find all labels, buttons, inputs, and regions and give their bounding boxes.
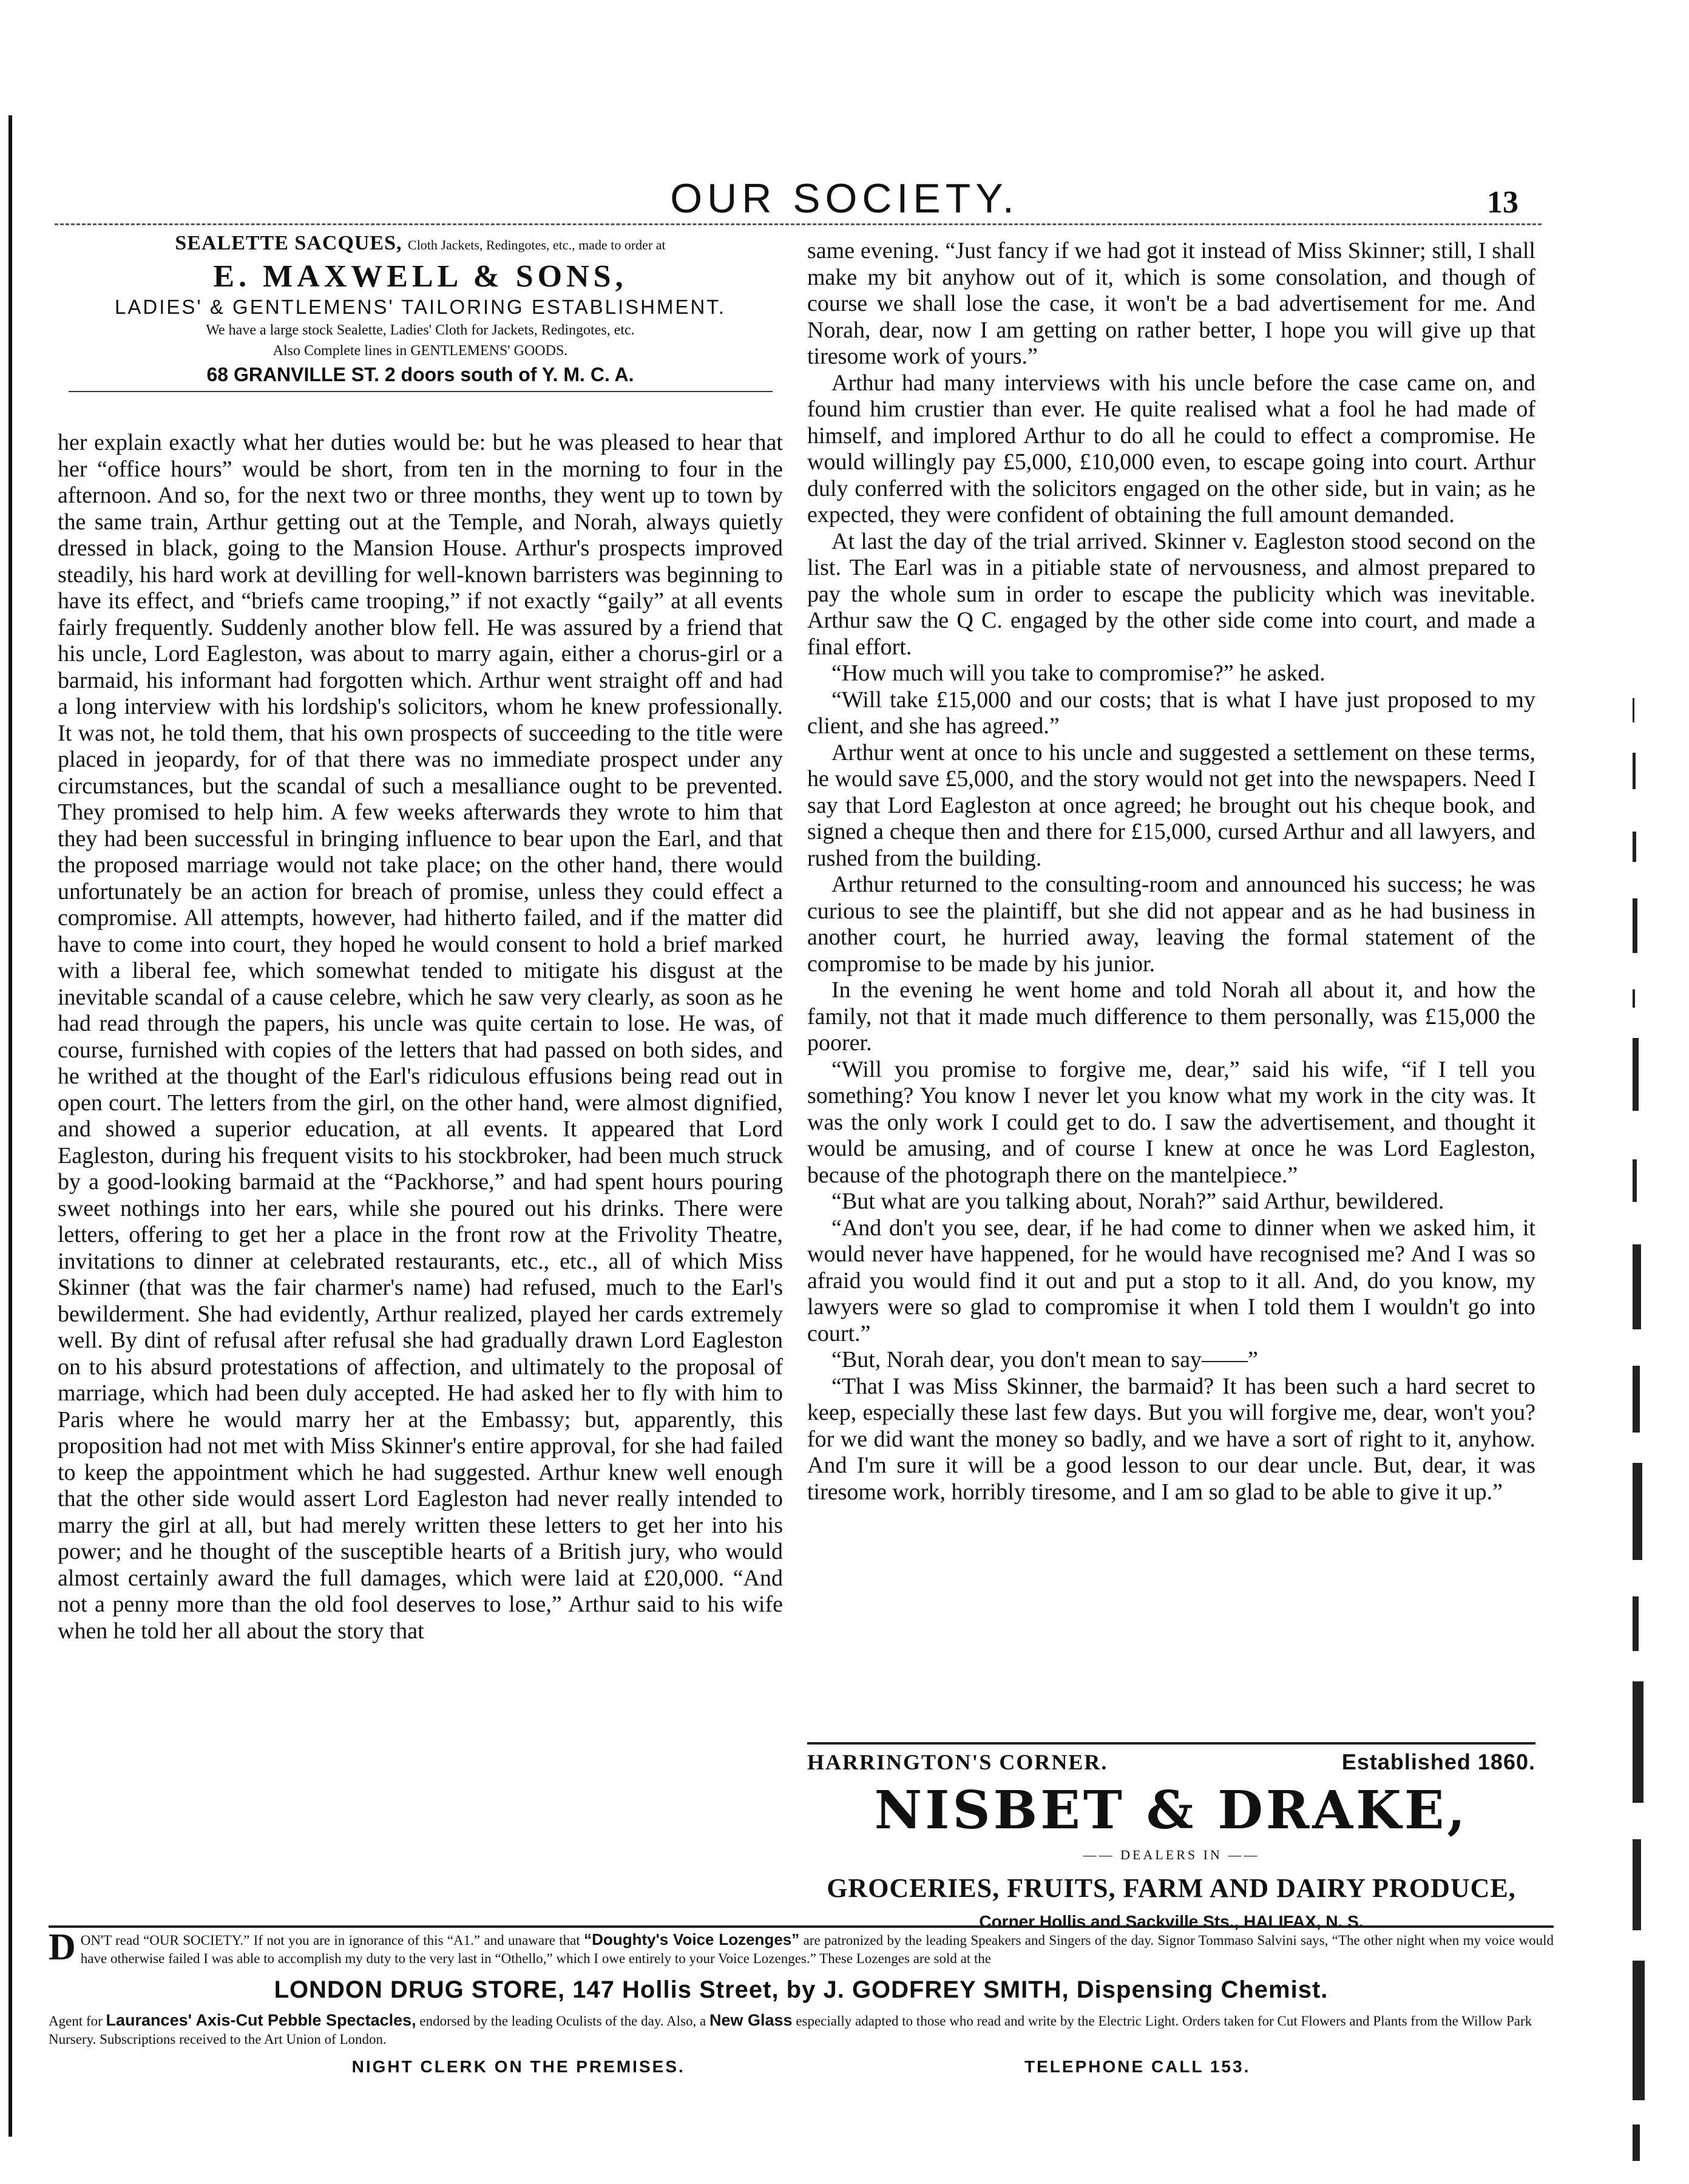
night-clerk: NIGHT CLERK ON THE PREMISES. — [351, 2057, 685, 2076]
ad-subtitle: LADIES' & GENTLEMENS' TAILORING ESTABLISHMENT. — [115, 296, 726, 318]
story-paragraph: Arthur returned to the consulting-room and announced his success; he was curious to see the plaintiff, but she did not appear and as he had business in another court, he hurried away, leaving the formal statement of the compromise to be made by his junior. — [807, 872, 1535, 977]
spec-new-glass: New Glass — [709, 2011, 793, 2029]
story-paragraph: “And don't you see, dear, if he had come to dinner when we asked him, it would never have happened, for he would have recognised me? And I was so afraid you would find it out and put a stop to it all. And, do you know, my lawyers were so glad to compromise it when I told them I wouldn't go into court.” — [807, 1215, 1535, 1346]
ad-address: 68 GRANVILLE ST. 2 doors south of Y. M. C. A. — [206, 364, 634, 385]
drug-store-line: LONDON DRUG STORE, 147 Hollis Street, by J. GODFREY SMITH, Dispensing Chemist. — [274, 1976, 1329, 2003]
story-paragraph: “But what are you talking about, Norah?” said Arthur, bewildered. — [831, 1189, 1444, 1214]
spec-text-3: especially adapted to those who read and write by the Electric Light. Orders taken for Cut Flowers and Plants from the Willow Park Nursery. Subscriptions received to the Art Union of London. — [49, 2013, 1532, 2047]
footer-advertisement — [49, 1927, 1554, 2077]
ad-headline-small: Cloth Jackets, Redingotes, etc., made to order at — [408, 237, 666, 253]
story-paragraph: her explain exactly what her duties would be: but he was pleased to hear that her “office hours” would be short, from ten in the morning to four in the afternoon. And so, for the next two or three months, they went up to town by the same train, Arthur getting out at the Temple, and Norah, always quietly dressed in black, going to the Mansion House. Arthur's prospects improved steadily, his hard work at devilling for well-known barristers was beginning to have its effect, and “briefs came trooping,” if not exactly “gaily” at all events fairly frequently. Suddenly another blow fell. He was assured by a friend that his uncle, Lord Eagleston, was about to marry again, either a chorus-girl or a barmaid, his informant had forgotten which. Arthur went straight off and had a long interview with his lordship's solicitors, whom he knew professionally. It was not, he told them, that his own prospects of succeeding to the title were placed in jeopardy, for of that there was no immediate prospect under any circumstances, but the scandal of such a mesalliance ought to be prevented. They promised to help him. A few weeks afterwards they wrote to him that they had been successful in bringing influence to bear upon the Earl, and that the proposed marriage would not take place; on the other hand, there would unfortunately be an action for breach of promise, unless they could effect a compromise. All attempts, however, had hitherto failed, and if the matter did have to come into court, they hoped he would consent to hold a brief marked with a liberal fee, which somewhat tended to mitigate his disgust at the inevitable scandal of a cause celebre, which he saw very clearly, as soon as he had read through the papers, his uncle was quite certain to lose. He was, of course, furnished with copies of the letters that had passed on both sides, and he writhed at the thought of the Earl's ridiculous effusions being read out in open court. The letters from the girl, on the other hand, were almost dignified, and showed a superior education, at all events. It appeared that Lord Eagleston, during his frequent visits to his stockbroker, had been much struck by a good-looking barmaid at the “Packhorse,” and had spent hours pouring sweet nothings into her ears, while she poured out his drinks. There were letters, offering to get her a place in the front row at the Frivolity Theatre, invitations to dinner at celebrated restaurants, etc., etc., all of which Miss Skinner (that was the fair charmer's name) had refused, much to the Earl's bewilderment. She had evidently, Arthur realized, played her cards extremely well. By dint of refusal after refusal she had gradually drawn Lord Eagleston on to his absurd protestations of affection, and ultimately to the proposal of marriage, which had been duly accepted. He had asked her to fly with him to Paris where he would marry her at the Embassy; but, apparently, this proposition had not met with Miss Skinner's entire approval, for she had failed to keep the appointment which he had suggested. Arthur knew well enough that the other side would assert Lord Eagleston had never really intended to marry the girl at all, but had merely written these letters to get her into his power; and he thought of the susceptible hearts of a British jury, who would almost certainly award the full damages, which were laid at £20,000. “And not a penny more than the old fool deserves to lose,” Arthur said to his wife when he told her all about the story that — [58, 430, 783, 1644]
ad-dealers-label: —— DEALERS IN —— — [1083, 1847, 1260, 1862]
lozenges-brand: “Doughty's Voice Lozenges” — [584, 1930, 800, 1948]
footer-rule — [49, 1925, 1554, 1928]
page-number: 13 — [1487, 185, 1518, 220]
ad-top-line — [807, 1749, 1535, 1775]
ad-stock-line-1: We have a large stock Sealette, Ladies' Cloth for Jackets, Redingotes, etc. — [206, 322, 635, 338]
page-edge-rule — [8, 115, 12, 2137]
footer-contact-line — [49, 2057, 1554, 2077]
story-paragraph: In the evening he went home and told Norah all about it, and how the family, not that it made much difference to them personally, was £15,000 the poorer. — [807, 977, 1535, 1056]
ad-firm-name: NISBET & DRAKE, — [874, 1780, 1469, 1841]
story-paragraph: Arthur had many interviews with his uncle before the case came on, and found him crustier than ever. He quite realised what a fool he had made of himself, and implored Arthur to do all he could to effect a compromise. He would willingly pay £5,000, £10,000 even, to escape going into court. Arthur duly conferred with the solicitors engaged on the other side, but in vain; as he expected, they were confident of obtaining the full amount demanded. — [807, 370, 1535, 527]
ad-address: Corner Hollis and Sackville Sts., HALIFAX, N. S. — [979, 1912, 1364, 1931]
maxwell-advertisement — [58, 232, 783, 392]
scan-edge-marks — [1633, 698, 1657, 2167]
ad-divider — [69, 391, 773, 392]
story-paragraph: same evening. “Just fancy if we had got it instead of Miss Skinner; still, I shall make my bit anyhow out of it, which is some consolation, and though of course we shall lose the case, it won't be a bad advertisement for me. And Norah, dear, now I am getting on rather better, I hope you will give up that tiresome work of yours.” — [807, 238, 1535, 369]
telephone: TELEPHONE CALL 153. — [1024, 2057, 1251, 2076]
ad-established: Established 1860. — [1341, 1749, 1535, 1774]
dropcap: D — [49, 1927, 76, 1968]
left-column-text — [58, 430, 783, 1644]
story-paragraph: At last the day of the trial arrived. Skinner v. Eagleston stood second on the list. The Earl was in a pitiable state of nervousness, and almost prepared to pay the whole sum in order to escape the publicity which was inevitable. Arthur saw the Q C. engaged by the other side come into court, and made a final effort. — [807, 528, 1535, 660]
ad-location: HARRINGTON'S CORNER. — [807, 1750, 1108, 1774]
story-paragraph: “Will you promise to forgive me, dear,” said his wife, “if I tell you something? You know I never let you know what my work in the city was. It was the only work I could get to do. I saw the advertisement, and thought it would be amusing, and of course I knew at once he was Lord Eagleston, because of the photograph there on the mantelpiece.” — [807, 1056, 1535, 1188]
ad-stock-line-2: Also Complete lines in GENTLEMENS' GOODS. — [272, 343, 568, 359]
story-paragraph: Arthur went at once to his uncle and suggested a settlement on these terms, he would save £5,000, and the story would not get into the newspapers. Need I say that Lord Eagleston at once agreed; he brought out his cheque book, and signed a cheque then and there for £15,000, cursed Arthur and all lawyers, and rushed from the building. — [807, 739, 1535, 871]
lozenges-notice — [49, 1927, 1554, 1968]
page-title: OUR SOCIETY. — [670, 175, 1019, 222]
spectacles-notice — [49, 2011, 1554, 2049]
ad-goods: GROCERIES, FRUITS, FARM AND DAIRY PRODUCE, — [827, 1873, 1516, 1903]
nisbet-ad-rule — [807, 1742, 1535, 1745]
story-paragraph: “How much will you take to compromise?” he asked. — [831, 660, 1325, 686]
ad-headline — [58, 232, 783, 255]
header-rule — [55, 223, 1542, 225]
ad-headline-bold: SEALETTE SACQUES, — [175, 232, 402, 254]
ad-firm-name: E. MAXWELL & SONS, — [213, 259, 628, 294]
right-column-text — [807, 238, 1535, 1505]
nisbet-drake-advertisement — [807, 1749, 1535, 1931]
story-paragraph: “Will take £15,000 and our costs; that is what I have just proposed to my client, and she has agreed.” — [807, 687, 1535, 739]
spec-text-2: endorsed by the leading Oculists of the day. Also, a — [416, 2013, 709, 2029]
lozenges-text-1: ON'T read “OUR SOCIETY.” If not you are in ignorance of this “A1.” and unaware that — [80, 1933, 584, 1948]
page-header — [0, 175, 1689, 229]
lozenges-text-2: are patronized by the leading Speakers and Singers of the day. Signor Tommaso Salvini says, “The other night when my voice would have otherwise failed I was able to accomplish my duty to the very last in “Othello,” which I owe entirely to your Voice Lozenges.” These Lozenges are sold at the — [80, 1933, 1554, 1966]
spec-brand: Laurances' Axis-Cut Pebble Spectacles, — [106, 2011, 416, 2029]
story-paragraph: “But, Norah dear, you don't mean to say——” — [831, 1347, 1258, 1372]
story-paragraph: “That I was Miss Skinner, the barmaid? It has been such a hard secret to keep, especially these last few days. But you will forgive me, dear, won't you? for we did want the money so badly, and we have a sort of right to it, anyhow. And I'm sure it will be a good lesson to our dear uncle. But, dear, it was tiresome work, horribly tiresome, and I am so glad to be able to give it up.” — [807, 1373, 1535, 1505]
spec-text-1: Agent for — [49, 2013, 106, 2029]
